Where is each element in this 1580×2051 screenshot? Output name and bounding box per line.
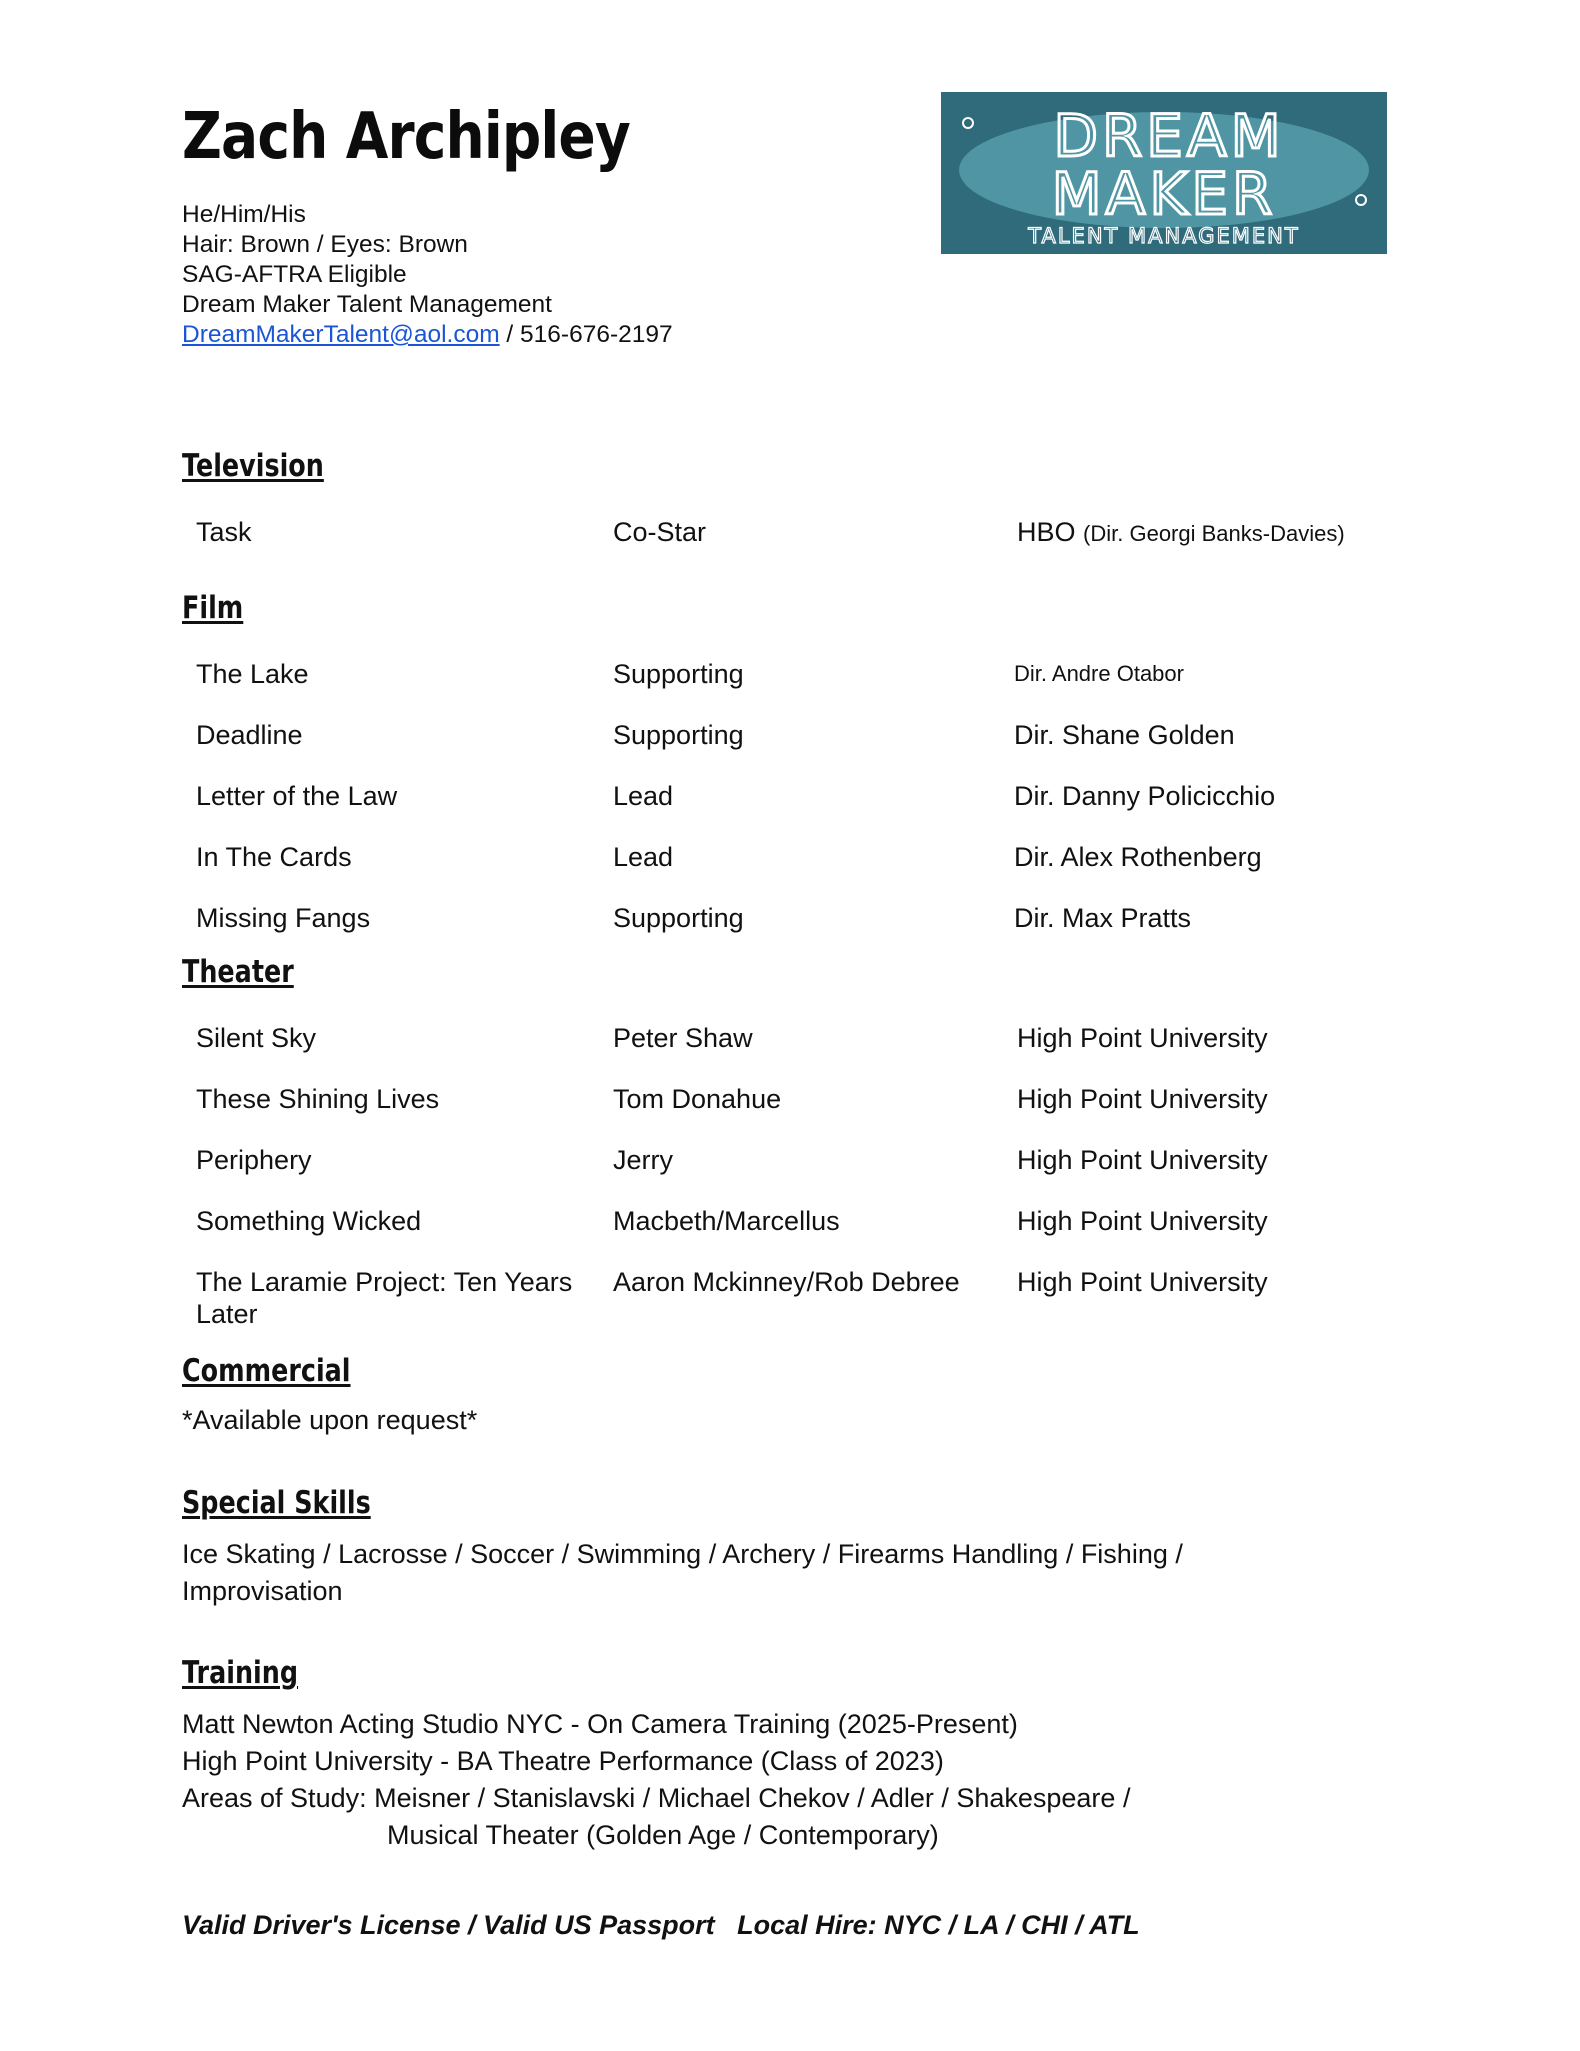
hair-eyes: Hair: Brown / Eyes: Brown [182, 231, 468, 258]
credit-role: Tom Donahue [613, 1084, 782, 1114]
skills-line: Improvisation [182, 1576, 343, 1606]
credit-company: High Point University [1017, 1145, 1268, 1175]
section-title-commercial: Commercial [182, 1353, 351, 1389]
footer-credentials: Valid Driver's License / Valid US Passport Local Hire: NYC / LA / CHI / ATL [182, 1910, 1140, 1940]
credit-role: Supporting [613, 720, 744, 750]
phone-number: / 516-676-2197 [499, 321, 673, 348]
credit-role: Aaron Mckinney/Rob Debree [613, 1267, 960, 1297]
credit-note: (Dir. Georgi Banks-Davies) [1083, 521, 1345, 546]
credit-project: The Lake [196, 659, 309, 689]
pronouns: He/Him/His [182, 201, 306, 228]
credit-project: These Shining Lives [196, 1084, 440, 1114]
credit-project: Silent Sky [196, 1023, 317, 1053]
credit-project: In The Cards [196, 842, 352, 872]
section-title-television: Television [182, 448, 324, 484]
training-list [182, 1706, 1130, 1854]
training-line: Matt Newton Acting Studio NYC - On Camera Training (2025-Present) [182, 1709, 1018, 1739]
credit-company: HBO (Dir. Georgi Banks-Davies) [1017, 517, 1345, 547]
credit-company: Dir. Max Pratts [1014, 903, 1192, 933]
credit-project: Missing Fangs [196, 903, 371, 933]
email-link[interactable]: DreamMakerTalent@aol.com [182, 321, 500, 348]
credit-company: High Point University [1017, 1084, 1268, 1114]
credit-role: Lead [613, 842, 674, 872]
credit-role: Peter Shaw [613, 1023, 753, 1053]
logo-line1: DREAM [1053, 102, 1285, 170]
agency-name: Dream Maker Talent Management [182, 291, 552, 318]
logo-line3: TALENT MANAGEMENT [1028, 224, 1300, 248]
credit-project: Something Wicked [196, 1206, 422, 1236]
contact-line [182, 320, 673, 350]
credit-company: High Point University [1017, 1267, 1268, 1297]
credit-project: Task [196, 517, 252, 547]
credit-role: Macbeth/Marcellus [613, 1206, 840, 1236]
credit-company: High Point University [1017, 1206, 1268, 1236]
logo-line2: MAKER [1051, 160, 1277, 228]
credit-company: Dir. Danny Policicchio [1014, 781, 1276, 811]
training-line: High Point University - BA Theatre Performance (Class of 2023) [182, 1746, 944, 1776]
credit-role: Supporting [613, 659, 744, 689]
actor-name: Zach Archipley [182, 100, 630, 174]
dream-maker-logo [941, 92, 1387, 254]
training-line: Musical Theater (Golden Age / Contemporary) [387, 1820, 939, 1850]
section-title-film: Film [182, 590, 244, 626]
credit-project: Letter of the Law [196, 781, 398, 811]
section-title-special-skills: Special Skills [182, 1485, 371, 1521]
skills-list [182, 1536, 1183, 1610]
credit-role: Co-Star [613, 517, 707, 547]
union-status: SAG-AFTRA Eligible [182, 261, 407, 288]
credit-company: High Point University [1017, 1023, 1268, 1053]
commercial-text: *Available upon request* [182, 1405, 478, 1435]
section-title-theater: Theater [182, 954, 294, 990]
credit-company: Dir. Shane Golden [1014, 720, 1235, 750]
contact-info [182, 200, 673, 350]
credit-company: Dir. Andre Otabor [1014, 661, 1184, 686]
section-title-training: Training [182, 1655, 299, 1691]
credit-project: Periphery [196, 1145, 312, 1175]
training-line: Areas of Study: Meisner / Stanislavski / Michael Chekov / Adler / Shakespeare / [182, 1783, 1131, 1813]
credit-project: The Laramie Project: Ten Years Later [196, 1267, 573, 1329]
credit-company: Dir. Alex Rothenberg [1014, 842, 1262, 872]
credit-project: Deadline [196, 720, 303, 750]
skills-line: Ice Skating / Lacrosse / Soccer / Swimming / Archery / Firearms Handling / Fishing / [182, 1539, 1183, 1569]
credit-role: Jerry [613, 1145, 673, 1175]
credit-role: Lead [613, 781, 674, 811]
credit-role: Supporting [613, 903, 744, 933]
